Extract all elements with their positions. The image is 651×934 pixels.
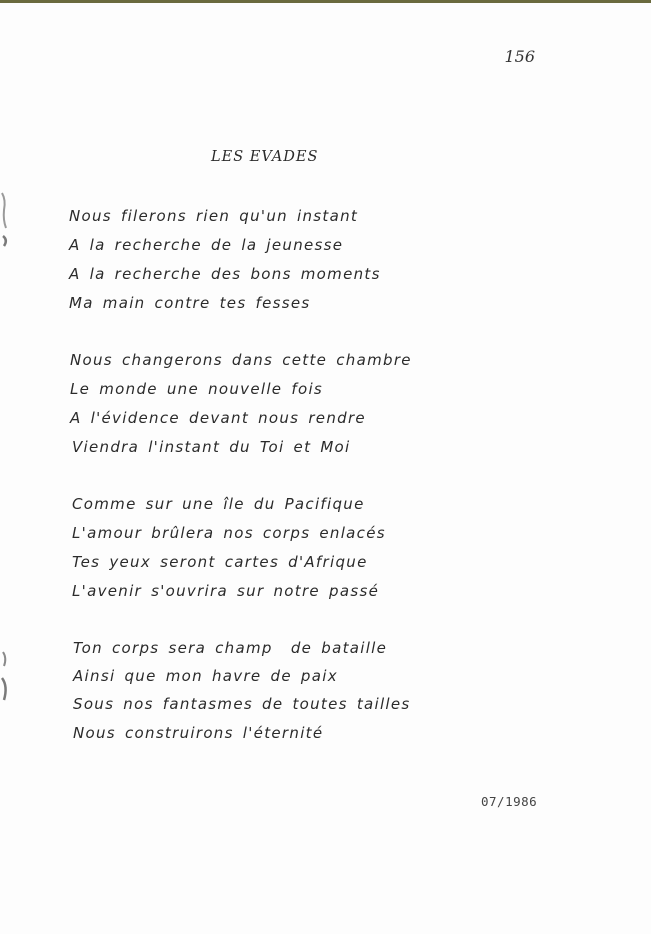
poem-title: LES EVADES <box>211 149 319 165</box>
poem-date: 07/1986 <box>481 794 538 809</box>
poem-line: L'amour brûlera nos corps enlacés <box>72 524 386 542</box>
poem-line: Nous changerons dans cette chambre <box>70 351 412 369</box>
poem-line: Ton corps sera champ de bataille <box>73 639 388 657</box>
poem-line: Tes yeux seront cartes d'Afrique <box>72 553 368 571</box>
poem-line: A l'évidence devant nous rendre <box>70 409 366 427</box>
poem-line: Viendra l'instant du Toi et Moi <box>72 438 351 456</box>
poem-line: Sous nos fantasmes de toutes tailles <box>73 695 411 713</box>
poem-line: A la recherche de la jeunesse <box>69 236 344 254</box>
poem-line: Nous construirons l'éternité <box>73 724 324 742</box>
poem-line: Ainsi que mon havre de paix <box>73 667 338 685</box>
page-number: 156 <box>504 47 535 66</box>
top-edge-rule <box>0 0 651 3</box>
poem-line: Nous filerons rien qu'un instant <box>69 207 359 225</box>
poem-line: Ma main contre tes fesses <box>69 294 311 312</box>
poem-line: L'avenir s'ouvrira sur notre passé <box>72 582 380 600</box>
binding-hole-marks <box>0 0 14 934</box>
poem-line: Le monde une nouvelle fois <box>70 380 324 398</box>
poem-line: Comme sur une île du Pacifique <box>72 495 365 513</box>
poem-line: A la recherche des bons moments <box>69 265 381 283</box>
